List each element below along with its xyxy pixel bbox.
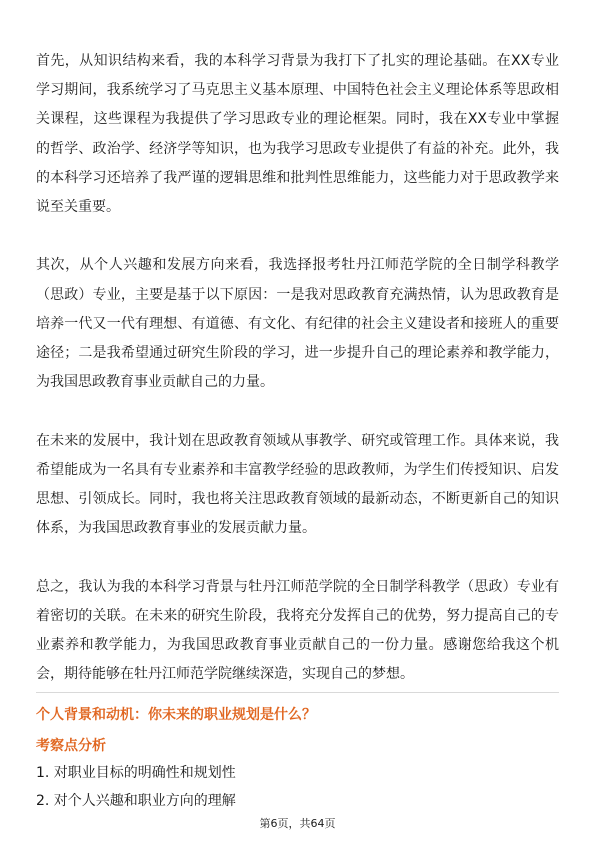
paragraph-knowledge-structure: 首先，从知识结构来看，我的本科学习背景为我打下了扎实的理论基础。在XX专业学习期间，我系统学习了马克思主义基本原理、中国特色社会主义理论体系等思政相关课程，这些课程为我提供了学习思政专业的理论框架。同时，我在XX专业中掌握的哲学、政治学、经济学等知识，也为我学习思政专业提供了有益的补充。此外，我的本科学习还培养了我严谨的逻辑思维和批判性思维能力，这些能力对于思政教学来说至关重要。: [36, 53, 559, 216]
question-heading: 个人背景和动机：你未来的职业规划是什么？: [36, 707, 316, 723]
analysis-point: 2. 对个人兴趣和职业方向的理解: [36, 793, 236, 809]
paragraph-conclusion: 总之，我认为我的本科学习背景与牡丹江师范学院的全日制学科教学（思政）专业有着密切的关联。在未来的研究生阶段，我将充分发挥自己的优势，努力提高自己的专业素养和教学能力，为我国思政教育事业贡献自己的一份力量。感谢您给我这个机会，期待能够在牡丹江师范学院继续深造，实现自己的梦想。: [36, 578, 559, 683]
paragraph-interest-direction: 其次，从个人兴趣和发展方向来看，我选择报考牡丹江师范学院的全日制学科教学（思政）专业，主要是基于以下原因：一是我对思政教育充满热情，认为思政教育是培养一代又一代有理想、有道德、有文化、有纪律的社会主义建设者和接班人的重要途径；二是我希望通过研究生阶段的学习，进一步提升自己的理论素养和教学能力，为我国思政教育事业贡献自己的力量。: [36, 257, 559, 391]
analysis-point: 1. 对职业目标的明确性和规划性: [36, 765, 236, 781]
section-divider: [36, 692, 559, 693]
page-number: 第6页，共64页: [259, 817, 336, 830]
paragraph-future-development: 在未来的发展中，我计划在思政教育领域从事教学、研究或管理工作。具体来说，我希望能成为一名具有专业素养和丰富教学经验的思政教师，为学生们传授知识、启发思想、引领成长。同时，我也将关注思政教育领域的最新动态，不断更新自己的知识体系，为我国思政教育事业的发展贡献力量。: [36, 432, 559, 537]
body-text: [36, 47, 559, 689]
analysis-heading: 考察点分析: [36, 738, 106, 754]
